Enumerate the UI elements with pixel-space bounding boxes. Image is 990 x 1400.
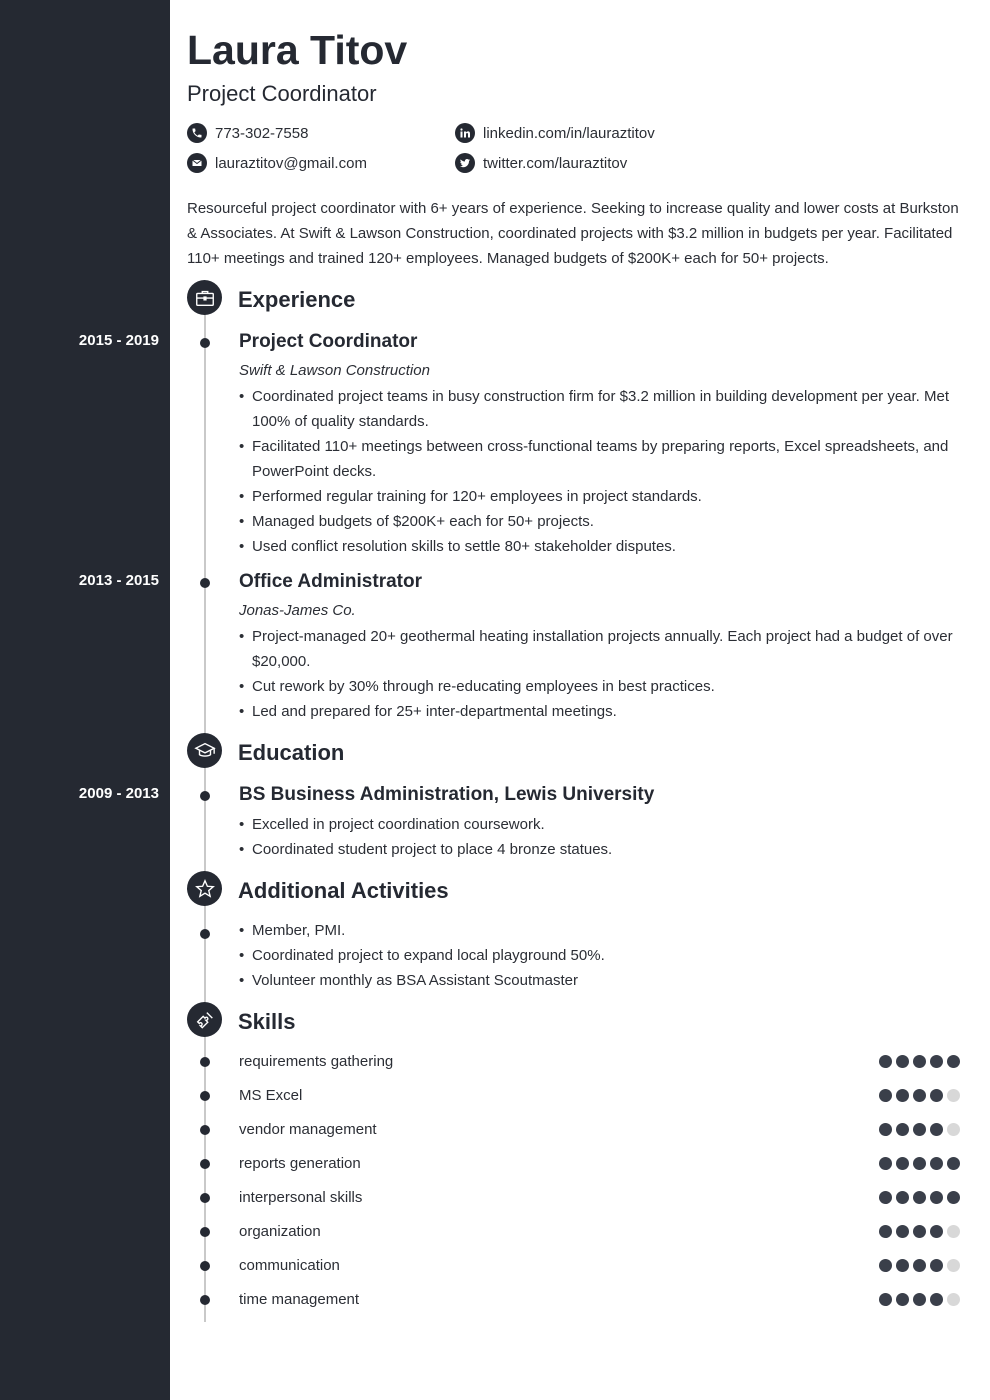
contact-phone[interactable]: [187, 122, 308, 144]
job-dates: 2013 - 2015: [78, 572, 159, 589]
activities-bullets: [239, 918, 964, 993]
bullet-item: • Cut rework by 30% through re-educating employees in best practices.: [239, 674, 964, 699]
bullet-item: • Volunteer monthly as BSA Assistant Scoutmaster: [239, 968, 964, 993]
skill-rating: [879, 1259, 964, 1272]
rating-dot-empty: [947, 1123, 960, 1136]
skill-name: reports generation: [239, 1155, 361, 1172]
candidate-role: Project Coordinator: [187, 81, 377, 106]
rating-dot-filled: [930, 1225, 943, 1238]
rating-dot-filled: [930, 1157, 943, 1170]
rating-dot-filled: [930, 1089, 943, 1102]
timeline-dot: [200, 578, 210, 588]
rating-dot-filled: [879, 1123, 892, 1136]
rating-dot-filled: [879, 1225, 892, 1238]
timeline-dot: [200, 1295, 210, 1305]
rating-dot-filled: [913, 1259, 926, 1272]
rating-dot-filled: [896, 1259, 909, 1272]
rating-dot-filled: [896, 1157, 909, 1170]
phone-icon: [187, 123, 207, 143]
bullet-item: • Member, PMI.: [239, 918, 964, 943]
phone-text: 773-302-7558: [215, 124, 309, 142]
rating-dot-filled: [913, 1293, 926, 1306]
rating-dot-filled: [930, 1293, 943, 1306]
rating-dot-empty: [947, 1293, 960, 1306]
timeline-dot: [200, 791, 210, 801]
education-bullets: [239, 812, 964, 862]
rating-dot-filled: [947, 1055, 960, 1068]
rating-dot-filled: [947, 1157, 960, 1170]
rating-dot-filled: [913, 1157, 926, 1170]
company-name: Swift & Lawson Construction: [239, 362, 430, 379]
rating-dot-filled: [879, 1293, 892, 1306]
rating-dot-filled: [913, 1191, 926, 1204]
rating-dot-filled: [930, 1259, 943, 1272]
bullet-item: • Facilitated 110+ meetings between cross-functional teams by preparing reports, Excel spreadsheets, and PowerPoint decks.: [239, 434, 964, 484]
twitter-icon: [455, 153, 475, 173]
skill-rating: [879, 1157, 964, 1170]
job-bullets: [239, 624, 964, 724]
skill-name: MS Excel: [239, 1087, 303, 1104]
skill-rating: [879, 1089, 964, 1102]
rating-dot-filled: [930, 1055, 943, 1068]
contact-twitter[interactable]: [455, 152, 627, 174]
rating-dot-filled: [930, 1123, 943, 1136]
rating-dot-filled: [947, 1191, 960, 1204]
education-dates: 2009 - 2013: [78, 785, 159, 802]
rating-dot-filled: [896, 1055, 909, 1068]
rating-dot-filled: [879, 1157, 892, 1170]
timeline-dot: [200, 1261, 210, 1271]
rating-dot-empty: [947, 1089, 960, 1102]
section-title-experience: Experience: [238, 287, 356, 312]
rating-dot-empty: [947, 1259, 960, 1272]
email-icon: [187, 153, 207, 173]
bullet-item: • Performed regular training for 120+ employees in project standards.: [239, 484, 964, 509]
rating-dot-filled: [913, 1225, 926, 1238]
skill-rating: [879, 1123, 964, 1136]
skill-name: requirements gathering: [239, 1053, 394, 1070]
rating-dot-filled: [896, 1123, 909, 1136]
timeline-dot: [200, 1057, 210, 1067]
rating-dot-filled: [879, 1191, 892, 1204]
linkedin-text: linkedin.com/in/lauraztitov: [483, 124, 655, 142]
contact-email[interactable]: [187, 152, 367, 174]
skill-rating: [879, 1055, 964, 1068]
company-name: Jonas-James Co.: [239, 602, 356, 619]
skill-rating: [879, 1293, 964, 1306]
bullet-item: • Excelled in project coordination coursework.: [239, 812, 964, 837]
twitter-text: twitter.com/lauraztitov: [483, 154, 628, 172]
candidate-name: Laura Titov: [187, 27, 408, 73]
bullet-item: • Coordinated student project to place 4 bronze statues.: [239, 837, 964, 862]
rating-dot-filled: [896, 1191, 909, 1204]
rating-dot-filled: [896, 1089, 909, 1102]
job-dates: 2015 - 2019: [78, 332, 159, 349]
bullet-item: • Led and prepared for 25+ inter-departmental meetings.: [239, 699, 964, 724]
skill-name: time management: [239, 1291, 360, 1308]
rating-dot-filled: [879, 1259, 892, 1272]
rating-dot-filled: [930, 1191, 943, 1204]
timeline-dot: [200, 1193, 210, 1203]
bullet-item: • Coordinated project teams in busy construction firm for $3.2 million in building development per year. Met 100% of quality standards.: [239, 384, 964, 434]
rating-dot-filled: [913, 1123, 926, 1136]
linkedin-icon: [455, 123, 475, 143]
job-title: Project Coordinator: [239, 331, 418, 352]
rating-dot-filled: [913, 1055, 926, 1068]
job-bullets: [239, 384, 964, 559]
rating-dot-filled: [896, 1293, 909, 1306]
email-text: lauraztitov@gmail.com: [215, 154, 367, 172]
rating-dot-filled: [896, 1225, 909, 1238]
bullet-item: • Coordinated project to expand local playground 50%.: [239, 943, 964, 968]
summary: Resourceful project coordinator with 6+ years of experience. Seeking to increase quality and lower costs at Burkston & Associates. At Swift & Lawson Construction, coordinated projects with $3.2 million in budgets per year. Facilitated 110+ meetings and trained 120+ employees. Managed budgets of $200K+ each for 50+ projects.: [187, 200, 959, 267]
skill-name: vendor management: [239, 1121, 377, 1138]
rating-dot-filled: [879, 1089, 892, 1102]
skill-rating: [879, 1225, 964, 1238]
contact-linkedin[interactable]: [455, 122, 655, 144]
graduation-cap-icon: [187, 733, 222, 768]
timeline-dot: [200, 338, 210, 348]
education-degree: BS Business Administration, Lewis University: [239, 784, 655, 805]
skill-name: communication: [239, 1257, 340, 1274]
timeline-dot: [200, 1091, 210, 1101]
timeline-dot: [200, 1159, 210, 1169]
section-title-education: Education: [238, 740, 345, 765]
timeline-dot: [200, 1227, 210, 1237]
skill-name: organization: [239, 1223, 321, 1240]
timeline-dot: [200, 929, 210, 939]
rating-dot-empty: [947, 1225, 960, 1238]
sidebar: [0, 0, 170, 1400]
briefcase-icon: [187, 280, 222, 315]
section-title-activities: Additional Activities: [238, 878, 449, 903]
job-title: Office Administrator: [239, 571, 422, 592]
bullet-item: • Used conflict resolution skills to settle 80+ stakeholder disputes.: [239, 534, 964, 559]
skill-name: interpersonal skills: [239, 1189, 363, 1206]
rating-dot-filled: [879, 1055, 892, 1068]
section-title-skills: Skills: [238, 1009, 296, 1034]
bullet-item: • Managed budgets of $200K+ each for 50+ projects.: [239, 509, 964, 534]
puzzle-icon: [187, 1002, 222, 1037]
bullet-item: • Project-managed 20+ geothermal heating installation projects annually. Each project had a budget of over $20,000.: [239, 624, 964, 674]
rating-dot-filled: [913, 1089, 926, 1102]
star-icon: [187, 871, 222, 906]
timeline-dot: [200, 1125, 210, 1135]
skill-rating: [879, 1191, 964, 1204]
